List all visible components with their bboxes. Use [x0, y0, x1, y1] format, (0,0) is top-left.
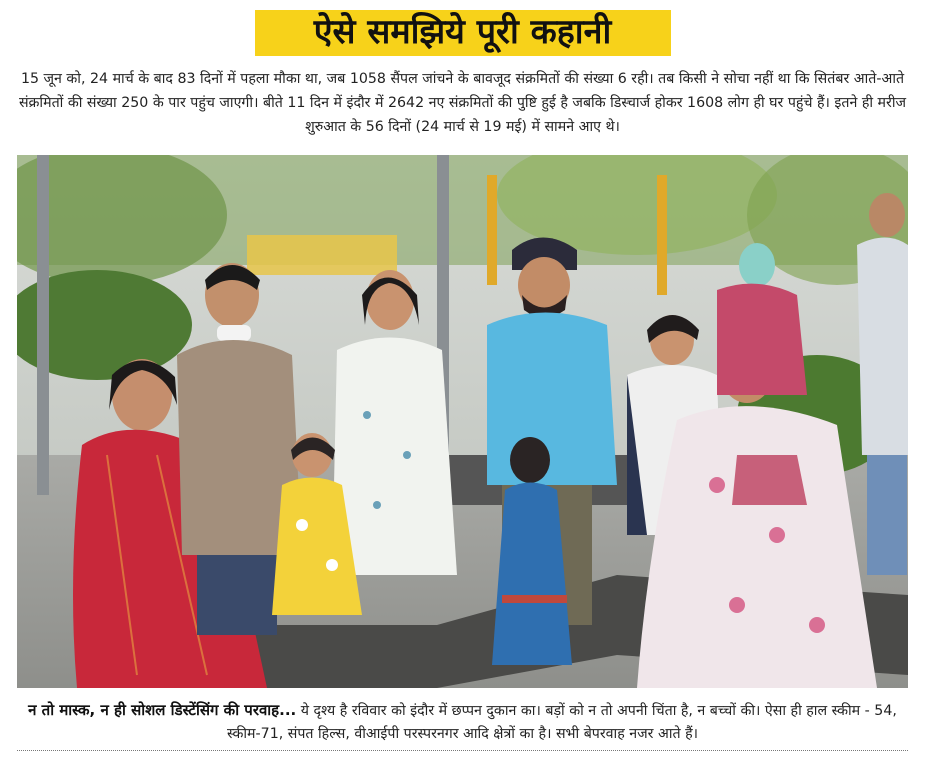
headline: ऐसे समझिये पूरी कहानी: [255, 10, 671, 56]
headline-wrap: [0, 10, 925, 56]
yellow-post: [487, 175, 497, 285]
bottom-dotted-rule: [17, 750, 908, 751]
photo-illustration: [17, 155, 908, 688]
caption-text: ये दृश्य है रविवार को इंदौर में छप्पन दुकान का। बड़ों को न तो अपनी चिंता है, न बच्चों की। ऐसा ही हाल स्कीम - 54, स्कीम-71, संपत हिल्स, वीआईपी परस्परनगर आदि क्षेत्रों का है। सभी बेपरवाह नजर आते हैं।: [226, 703, 897, 742]
intro-paragraph: 15 जून को, 24 मार्च के बाद 83 दिनों में पहला मौका था, जब 1058 सैंपल जांचने के बावजूद संक्रमितों की संख्या 6 रही। तब किसी ने सोचा नहीं था कि सितंबर आते-आते संक्रमितों की संख्या 250 के पार पहुंच जाएगी। बीते 11 दिन में इंदौर में 2642 नए संक्रमितों की पुष्टि हुई है जबकि डिस्चार्ज होकर 1608 लोग ही घर पहुंचे हैं। इतने ही मरीज शुरुआत के 56 दिनों (24 मार्च से 19 मई) में सामने आए थे।: [18, 71, 907, 135]
stall: [247, 235, 397, 275]
caption-lead: न तो मास्क, न ही सोशल डिस्टेंसिंग की परवाह...: [28, 701, 297, 719]
pole-left: [37, 155, 49, 495]
news-photo: [17, 155, 908, 688]
photo-caption: [18, 699, 907, 746]
